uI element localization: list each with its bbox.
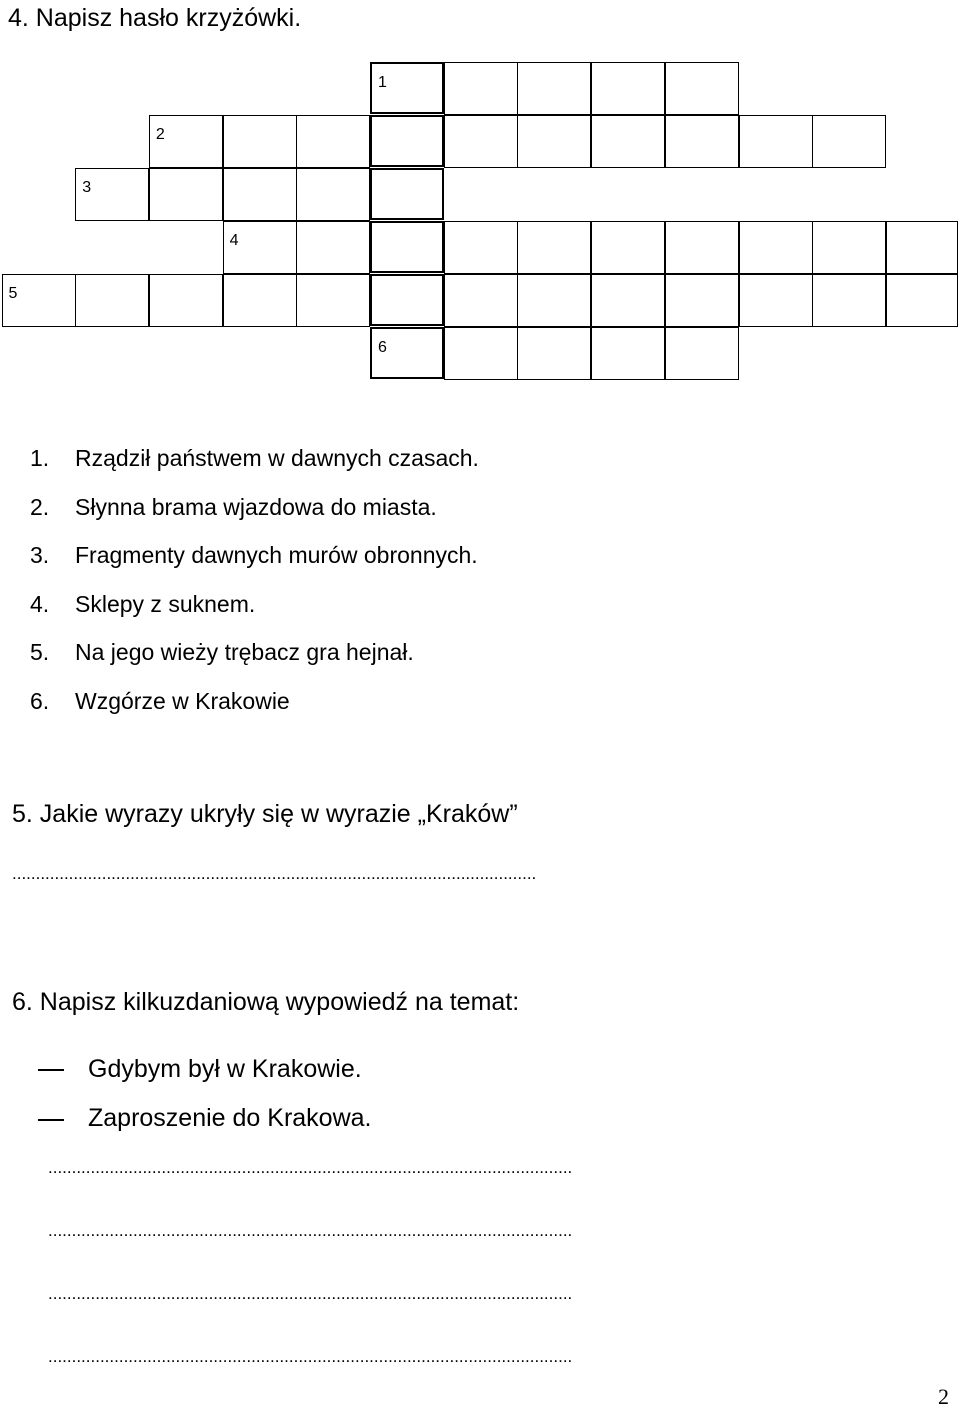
crossword-cell[interactable] [223,115,297,168]
crossword-cell[interactable] [517,274,591,327]
clue-item [30,689,479,738]
crossword-cell[interactable] [149,168,223,221]
crossword-cell[interactable] [444,115,518,168]
crossword-cell[interactable] [812,115,886,168]
crossword-cell[interactable] [149,274,223,327]
clue-text: Słynna brama wjazdowa do miasta. [75,493,437,520]
crossword-cell[interactable] [665,221,739,274]
crossword-cell[interactable] [223,221,297,274]
crossword-cell[interactable] [591,62,665,115]
crossword-cell[interactable] [591,115,665,168]
crossword-cell[interactable] [517,62,591,115]
crossword-cell[interactable] [665,115,739,168]
clue-item [30,446,479,495]
topic-dash [38,1069,64,1071]
page-number: 2 [938,1384,949,1409]
crossword-cell[interactable] [75,168,149,221]
clue-number: 1. [30,445,50,471]
crossword-key-cell[interactable] [370,115,444,168]
topic-dash [38,1119,64,1121]
crossword-cell[interactable] [296,115,370,168]
crossword-cell[interactable] [444,274,518,327]
crossword-grid [0,0,960,400]
crossword-cell[interactable] [296,221,370,274]
clue-number: 4. [30,590,50,617]
task6-answer-line[interactable]: ............................................................................................................... [48,1347,573,1366]
clue-item [30,543,479,592]
crossword-cell[interactable] [739,115,813,168]
crossword-number: 4 [229,231,239,249]
crossword-number: 5 [8,284,18,302]
topic-item: Gdybym był w Krakowie. [88,1055,362,1083]
clue-number: 2. [30,493,50,520]
task5-answer-line[interactable]: ............................................................................................................... [12,864,537,883]
crossword-cell[interactable] [812,274,886,327]
crossword-cell[interactable] [296,274,370,327]
crossword-cell[interactable] [444,221,518,274]
task6-answer-line[interactable]: ............................................................................................................... [48,1284,573,1303]
topic-item: Zaproszenie do Krakowa. [88,1104,372,1132]
clue-text: Fragmenty dawnych murów obronnych. [75,542,478,568]
crossword-cell[interactable] [517,327,591,380]
task6-answer-line[interactable]: ............................................................................................................... [48,1221,573,1240]
crossword-cell[interactable] [296,168,370,221]
crossword-cell[interactable] [223,274,297,327]
crossword-cell[interactable] [665,274,739,327]
crossword-key-cell[interactable] [370,221,444,274]
crossword-cell[interactable] [591,274,665,327]
crossword-number: 6 [378,338,387,356]
task6-answer-line[interactable]: ............................................................................................................... [48,1158,573,1177]
crossword-cell[interactable] [517,115,591,168]
crossword-cell[interactable] [739,274,813,327]
crossword-cell[interactable] [2,274,76,327]
clue-item [30,592,479,641]
crossword-cell[interactable] [444,327,518,380]
clue-item [30,495,479,544]
crossword-key-cell[interactable] [370,327,444,380]
crossword-cell[interactable] [517,221,591,274]
crossword-key-cell[interactable] [370,274,444,327]
crossword-cell[interactable] [665,62,739,115]
clue-text: Sklepy z suknem. [75,590,256,617]
crossword-cell[interactable] [444,62,518,115]
clue-number: 6. [30,687,50,714]
crossword-cell[interactable] [886,274,959,327]
clue-text: Rządził państwem w dawnych czasach. [75,445,479,471]
clue-text: Wzgórze w Krakowie [75,687,290,714]
crossword-number: 2 [155,125,165,143]
crossword-clues [30,446,479,737]
crossword-cell[interactable] [591,221,665,274]
task4-heading: 4. Napisz hasło krzyżówki. [8,4,302,32]
crossword-key-cell[interactable] [370,168,444,221]
crossword-cell[interactable] [149,115,223,168]
crossword-cell[interactable] [665,327,739,380]
clue-item [30,640,479,689]
crossword-number: 1 [378,73,387,91]
clue-number: 5. [30,639,50,665]
crossword-cell[interactable] [812,221,886,274]
clue-text: Na jego wieży trębacz gra hejnał. [75,639,414,665]
crossword-number: 3 [82,178,92,196]
crossword-cell[interactable] [886,221,959,274]
crossword-cell[interactable] [739,221,813,274]
crossword-cell[interactable] [75,274,149,327]
task5-heading: 5. Jakie wyrazy ukryły się w wyrazie „Kraków” [12,800,518,828]
crossword-key-cell[interactable] [370,62,444,115]
crossword-cell[interactable] [223,168,297,221]
crossword-cell[interactable] [591,327,665,380]
clue-number: 3. [30,542,50,568]
task6-heading: 6. Napisz kilkuzdaniową wypowiedź na temat: [12,988,520,1016]
